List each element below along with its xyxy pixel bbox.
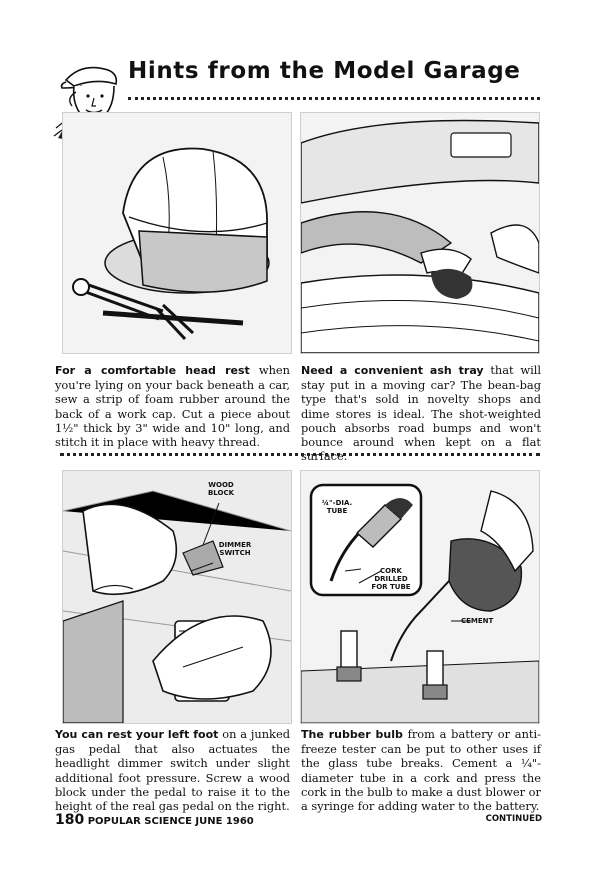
dimmer-switch-label: DIMMER SWITCH <box>218 541 252 557</box>
dotted-rule-middle <box>60 453 540 456</box>
page-title: Hints from the Model Garage <box>128 58 521 84</box>
hint-body: that will stay put in a moving car? The bean-bag type that's sold in novelty shops and dime stores is ideal. The shot-weighted pouch absorbs road bumps and won't bounce around when kept on a flat surface. <box>301 363 541 464</box>
publication-line: POPULAR SCIENCE JUNE 1960 <box>87 816 254 827</box>
hint-body: on a junked gas pedal that also actuates the headlight dimmer switch under slight additional foot pressure. Screw a wood block under the pedal to raise it to the height of the real gas pedal on the right. <box>55 727 290 814</box>
hint-lead: For a comfortable head rest <box>55 364 250 377</box>
hint-lead: The rubber bulb <box>301 728 403 741</box>
wood-block-label: WOOD BLOCK <box>207 481 235 497</box>
cork-label: CORK DRILLED FOR TUBE <box>371 567 411 591</box>
hint-body: from a battery or anti-freeze tester can be put to other uses if the glass tube breaks. Cement a ¼"-diameter tube in a cork and press the cork in the bulb to make a dust blower or a syringe for adding water to the battery. <box>301 727 541 814</box>
hint-rubber-bulb-caption <box>301 727 541 813</box>
dotted-rule-top <box>128 97 540 100</box>
ash-tray-car-illustration <box>300 112 540 354</box>
page-footer <box>55 812 254 828</box>
head-rest-cap-illustration <box>62 112 292 354</box>
hint-head-rest-caption <box>55 363 290 449</box>
hint-ash-tray-caption <box>301 363 541 463</box>
page-number: 180 <box>55 812 85 828</box>
hint-foot-rest-caption <box>55 727 290 813</box>
tube-label: ¼"-DIA. TUBE <box>321 499 353 515</box>
hint-lead: Need a convenient ash tray <box>301 364 484 377</box>
rubber-bulb-blower-illustration <box>300 470 540 724</box>
continued-label: CONTINUED <box>485 814 542 824</box>
foot-rest-pedal-illustration <box>62 470 292 724</box>
cement-label: CEMENT <box>461 617 494 625</box>
hint-lead: You can rest your left foot <box>55 728 219 741</box>
hint-body: when you're lying on your back beneath a car, sew a strip of foam rubber around the back of a work cap. Cut a piece about 1½" thick by 3" wide and 10" long, and stitch it in place with heavy thread. <box>55 363 290 450</box>
